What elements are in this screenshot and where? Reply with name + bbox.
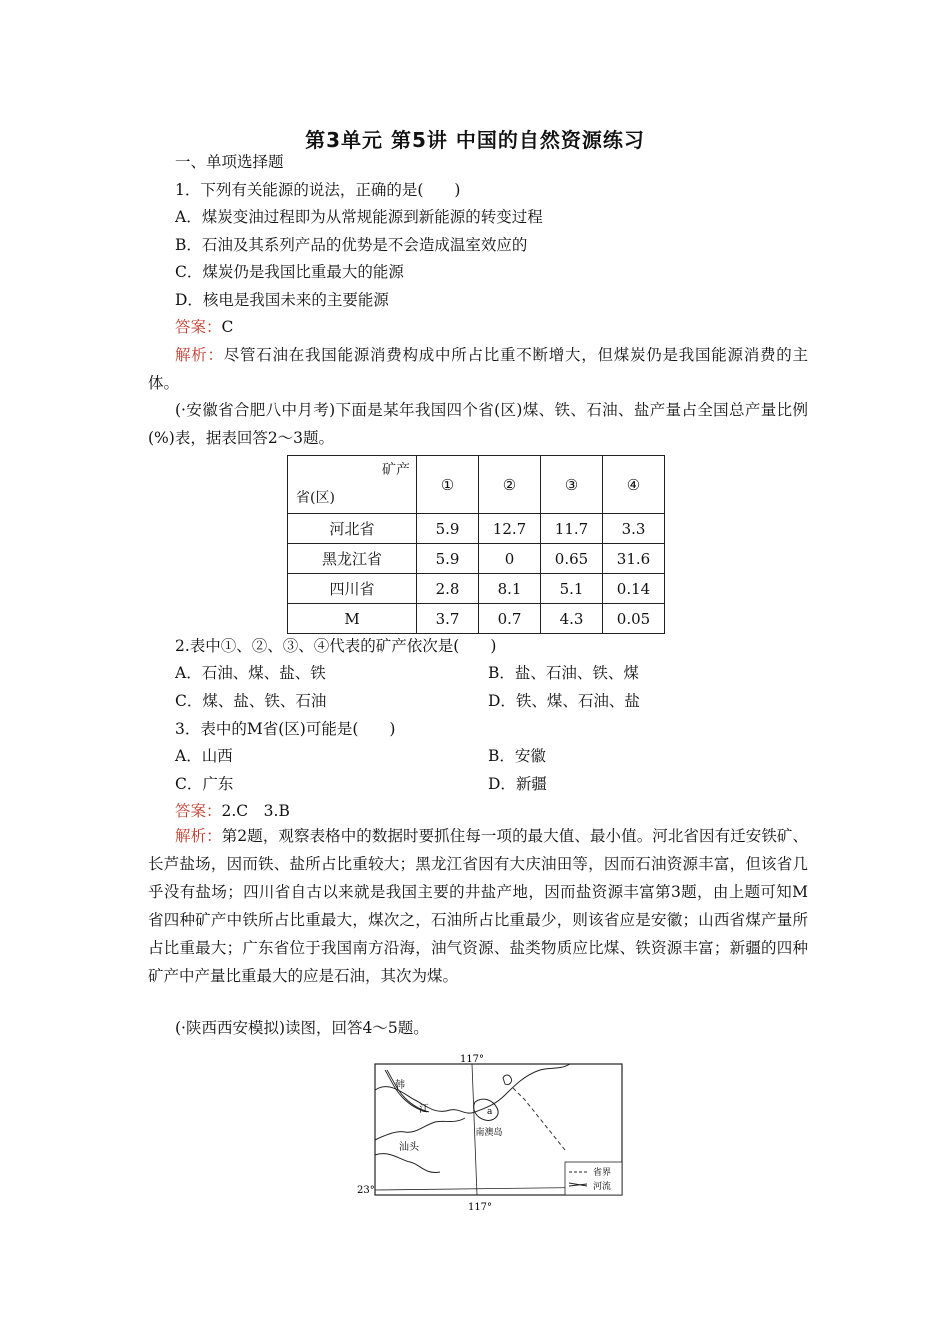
q3-option-b: B．安徽 <box>488 747 546 765</box>
table-cell: 0.05 <box>603 604 665 634</box>
point-label: a <box>487 1107 493 1117</box>
row-province: 河北省 <box>288 514 417 544</box>
lat-label: 23° <box>357 1185 375 1196</box>
table-cell: 0.65 <box>541 544 603 574</box>
q2-option-d: D．铁、煤、石油、盐 <box>488 692 640 710</box>
table-cell: 3.7 <box>417 604 479 634</box>
mineral-table <box>287 455 665 634</box>
q2-option-b: B．盐、石油、铁、煤 <box>488 664 639 682</box>
table-row <box>288 604 665 634</box>
q1-option-b: B．石油及其系列产品的优势是不会造成温室效应的 <box>175 236 528 254</box>
table-cell: 8.1 <box>479 574 541 604</box>
q1-answer <box>175 317 233 337</box>
table-cell: 5.1 <box>541 574 603 604</box>
coastline-lower <box>375 1154 440 1173</box>
row-province: 四川省 <box>288 574 417 604</box>
river-label-1: 韩 <box>395 1080 405 1091</box>
table-cell: 0.7 <box>479 604 541 634</box>
table-header-row <box>288 456 665 514</box>
table-header-cell: ④ <box>603 456 665 514</box>
q23-answer <box>175 801 290 821</box>
table-row <box>288 574 665 604</box>
q3-option-d: D．新疆 <box>488 775 547 793</box>
q3-option-a: A．山西 <box>175 747 233 765</box>
table-header-cell: ② <box>479 456 541 514</box>
answer-label: 答案： <box>175 318 222 336</box>
table-cell: 2.8 <box>417 574 479 604</box>
analysis-label: 解析： <box>175 827 222 845</box>
page-title: 第3单元 第5讲 中国的自然资源练习 <box>305 128 645 152</box>
lon-label-top: 117° <box>459 1054 485 1065</box>
corner-bottom-label: 省(区) <box>296 490 335 506</box>
coast-map <box>355 1050 635 1213</box>
table-cell: 4.3 <box>541 604 603 634</box>
table-cell: 0.14 <box>603 574 665 604</box>
q3-option-c: C．广东 <box>175 775 234 793</box>
table-row <box>288 544 665 574</box>
answer-value: 2.C 3.B <box>221 802 290 820</box>
table-cell: 5.9 <box>417 544 479 574</box>
q1-option-c: C．煤炭仍是我国比重最大的能源 <box>175 263 404 281</box>
table-cell: 0 <box>479 544 541 574</box>
city-label: 汕头 <box>399 1142 419 1153</box>
analysis-text: 第2题，观察表格中的数据时要抓住每一项的最大值、最小值。河北省因有迁安铁矿、长芦盐场，因而铁、盐所占比重较大；黑龙江省因有大庆油田等，因而石油资源丰富，但该省几乎没有盐场；四川省自古以来就是我国主要的井盐产地，因而盐资源丰富第3题，由上题可知M省四种矿产中铁所占比重最大，煤次之，石油所占比重最少，则该省应是安徽；山西省煤产量所占比重最大；广东省位于我国南方沿海，油气资源、盐类物质应比煤、铁资源丰富；新疆的四种矿产中产量比重最大的应是石油，其次为煤。 <box>148 827 808 985</box>
row-province: M <box>288 604 417 634</box>
row-province: 黑龙江省 <box>288 544 417 574</box>
q23-analysis <box>148 822 808 990</box>
q1-option-a: A．煤炭变油过程即为从常规能源到新能源的转变过程 <box>175 208 543 226</box>
table-cell: 5.9 <box>417 514 479 544</box>
legend-river-label: 河流 <box>593 1182 612 1192</box>
q1-analysis <box>148 341 808 397</box>
coastline-south <box>375 1118 465 1140</box>
lon-label-bottom: 117° <box>467 1202 493 1213</box>
table-cell: 11.7 <box>541 514 603 544</box>
islet <box>503 1075 512 1085</box>
table-cell: 3.3 <box>603 514 665 544</box>
analysis-text: 尽管石油在我国能源消费构成中所占比重不断增大，但煤炭仍是我国能源消费的主体。 <box>148 346 808 392</box>
island-label: 南澳岛 <box>475 1128 503 1138</box>
analysis-label: 解析： <box>175 346 224 364</box>
q1-stem: 1．下列有关能源的说法，正确的是( ) <box>175 181 461 199</box>
river-label-2: 江 <box>419 1104 429 1115</box>
province-border <box>513 1088 565 1150</box>
section-heading: 一、单项选择题 <box>175 153 284 171</box>
q1-option-d: D．核电是我国未来的主要能源 <box>175 291 389 309</box>
intro-q2-q3: (·安徽省合肥八中月考)下面是某年我国四个省(区)煤、铁、石油、盐产量占全国总产量比例(%)表，据表回答2～3题。 <box>148 401 808 447</box>
table-row <box>288 514 665 544</box>
answer-label: 答案： <box>175 802 222 820</box>
q2-stem: 2.表中①、②、③、④代表的矿产依次是( ) <box>175 637 497 655</box>
table-cell: 31.6 <box>603 544 665 574</box>
q2-option-a: A．石油、煤、盐、铁 <box>175 664 326 682</box>
answer-value: C <box>221 318 234 336</box>
table-header-cell: ③ <box>541 456 603 514</box>
q2-option-c: C．煤、盐、铁、石油 <box>175 692 327 710</box>
intro-q4-q5: (·陕西西安模拟)读图，回答4～5题。 <box>175 1019 429 1037</box>
table-header-cell: ① <box>417 456 479 514</box>
q3-stem: 3．表中的M省(区)可能是( ) <box>175 720 396 738</box>
table-corner-cell <box>288 456 417 514</box>
table-cell: 12.7 <box>479 514 541 544</box>
legend-border-label: 省界 <box>593 1168 612 1178</box>
corner-top-label: 矿产 <box>382 462 410 478</box>
island-outline <box>474 1099 498 1120</box>
